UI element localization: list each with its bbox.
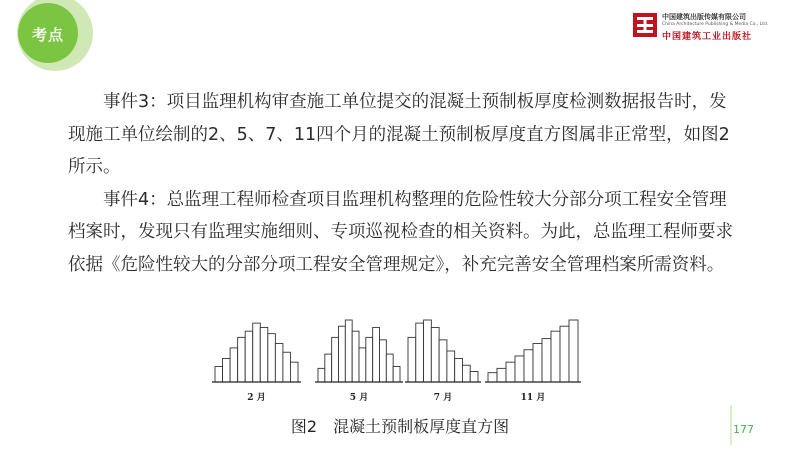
histogram-bar (506, 362, 515, 382)
histogram-bar (416, 323, 424, 382)
histogram-bar (268, 334, 276, 382)
histogram-1 (212, 323, 301, 403)
histogram-bar (551, 331, 560, 382)
histogram-2 (315, 320, 403, 403)
histogram-bar (386, 354, 393, 382)
histogram-bar (223, 358, 231, 382)
histogram-bar (569, 320, 578, 382)
page-number: 177 (733, 423, 754, 436)
histogram-bar (533, 344, 542, 382)
histogram-month-label: 11 月 (520, 393, 546, 403)
paragraph-event-4: 事件4：总监理工程师检查项目监理机构整理的危险性较大分部分项工程安全管理档案时，发现只有监理实施细则、专项巡视检查的相关资料。为此，总监理工程师要求依据《危险性较大的分部分项工程安全管理规定》，补充完善安全管理档案所需资料。 (68, 189, 733, 275)
histogram-bar (439, 340, 447, 382)
histogram-bar (542, 339, 551, 382)
histogram-bar (515, 356, 524, 382)
histogram-bar (230, 348, 238, 382)
paragraph-event-3: 事件3：项目监理机构审查施工单位提交的混凝土预制板厚度检测数据报告时，发现施工单位绘制的2、5、7、11四个月的混凝土预制板厚度直方图属非正常型，如图2所示。 (68, 92, 730, 177)
publisher-logo (632, 10, 782, 42)
publisher-name-big: 中国建筑工业出版社 (662, 32, 753, 42)
divider (730, 405, 732, 445)
histogram-bar (260, 327, 268, 382)
histogram-bar (283, 352, 291, 382)
histogram-figure (210, 310, 590, 405)
histogram-month-label: 2 月 (247, 393, 266, 403)
histogram-bar (488, 373, 497, 382)
histogram-bar (393, 367, 400, 383)
histogram-3 (405, 320, 481, 403)
histogram-bar (431, 327, 439, 382)
publisher-name-cn: 中国建筑出版传媒有限公司 (662, 13, 746, 21)
histogram-bar (345, 320, 352, 382)
histogram-month-label: 5 月 (349, 393, 369, 403)
histogram-bar (352, 331, 359, 382)
histogram-bar (455, 358, 463, 382)
histogram-bar (470, 371, 478, 382)
histogram-bar (366, 337, 373, 382)
histogram-bar (408, 337, 416, 382)
histogram-bar (215, 367, 223, 383)
histogram-bar (245, 331, 253, 382)
body-text (68, 86, 738, 281)
histogram-bar (359, 348, 366, 382)
histogram-bar (524, 350, 533, 382)
topic-badge: 考点 (32, 26, 65, 44)
histogram-bar (290, 362, 298, 382)
histogram-bar (462, 365, 470, 382)
histogram-bar (380, 340, 387, 382)
histogram-bar (497, 368, 506, 382)
histogram-bar (373, 327, 380, 382)
histogram-bar (253, 323, 261, 382)
histogram-bar (332, 337, 339, 382)
publisher-name-en: China Architecture Publishing & Media Co., Ltd. (662, 22, 769, 27)
histogram-4 (485, 320, 581, 403)
histogram-bar (325, 354, 332, 382)
histogram-bar (424, 320, 432, 382)
histogram-bar (275, 344, 283, 382)
publisher-mark-icon (632, 12, 658, 38)
histogram-bar (238, 337, 246, 382)
histogram-bar (318, 368, 325, 382)
histogram-month-label: 7 月 (433, 393, 453, 403)
histogram-bar (339, 326, 346, 382)
histogram-bar (560, 326, 569, 382)
histogram-bar (447, 351, 455, 382)
figure-caption: 图2 混凝土预制板厚度直方图 (290, 417, 510, 436)
